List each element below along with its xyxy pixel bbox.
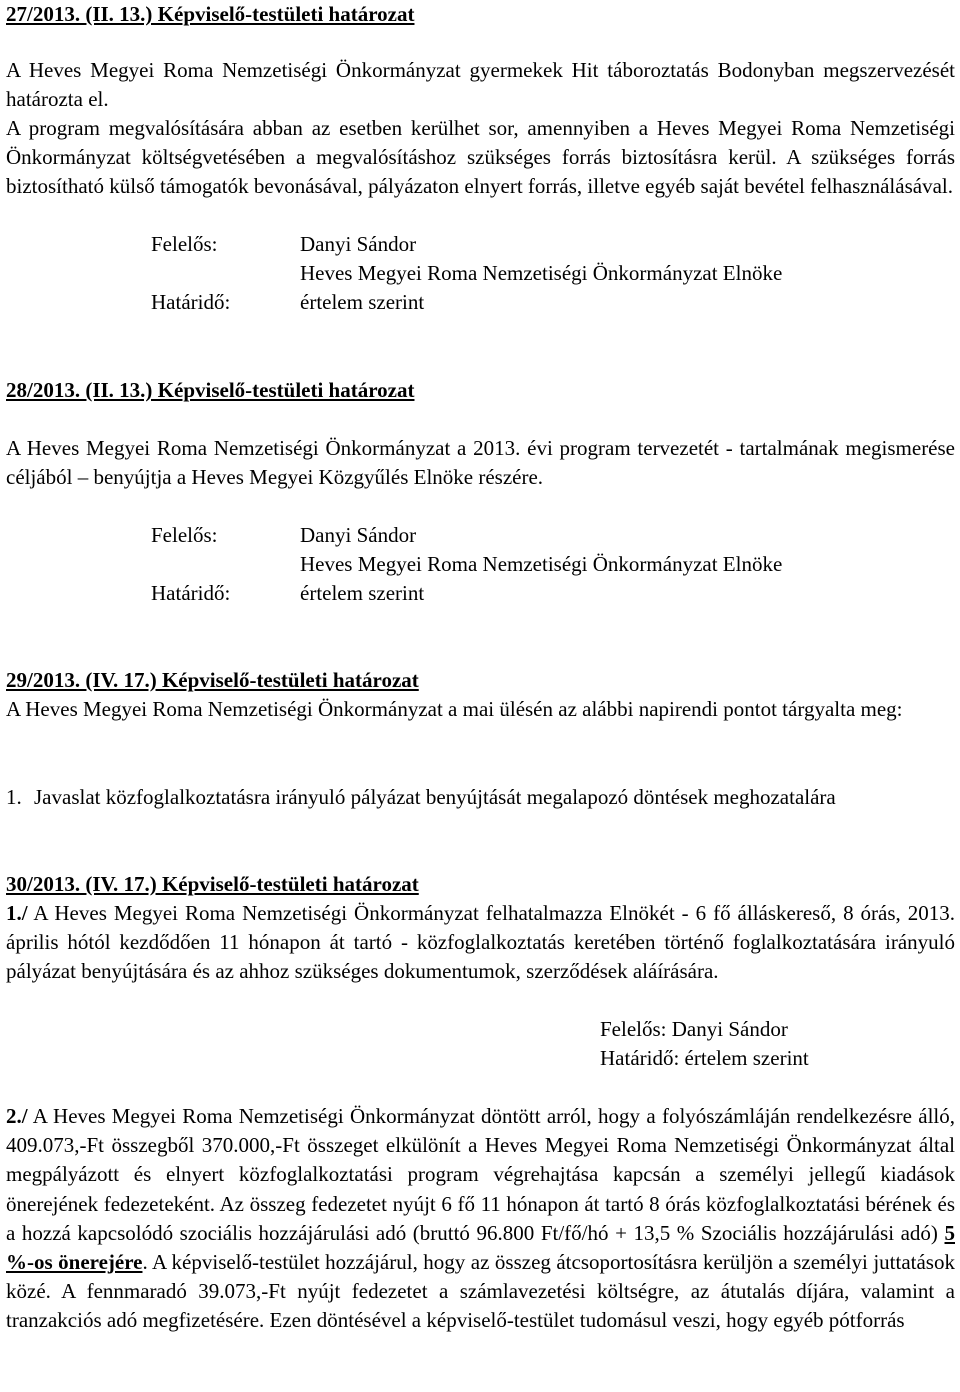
responsible-name: Danyi Sándor — [300, 232, 417, 256]
deadline-value: értelem szerint — [300, 290, 425, 314]
responsible-title: Heves Megyei Roma Nemzetiségi Önkormányzat Elnöke — [300, 552, 783, 576]
responsible-name: Danyi Sándor — [300, 523, 417, 547]
point-2-text-a: A Heves Megyei Roma Nemzetiségi Önkormányzat döntött arról, hogy a folyószámláján rendelkezésre álló, 409.073,-Ft összegből 370.000,-Ft összeget elkülönít a Heves Megyei Roma Nemzetiségi Önkormányzat által megpályázott és elnyert közfoglalkoztatási program végrehajtása kapcsán a személyi jellegű kiadások önerejének fedezeteként. Az összeg fedezetet nyújt 6 fő 11 hónapon át tartó 8 órás közfoglalkoztatási bérének és a hozzá kapcsolódó szociális hozzájárulási adó (bruttó 96.800 Ft/fő/hó + 13,5 % Szociális hozzájárulási adó) — [6, 1104, 955, 1245]
point-1-number: 1./ — [6, 901, 28, 925]
deadline-label: Határidő: — [151, 290, 231, 314]
agenda-item-text: Javaslat közfoglalkoztatásra irányuló pályázat benyújtását megalapozó döntések meghozatalára — [34, 785, 836, 809]
point-2-text-b: . A képviselő-testület hozzájárul, hogy az összeg átcsoportosításra kerüljön a személyi juttatások közé. A fennmaradó 39.073,-Ft nyújt fedezetet a számlavezetési költségre, az átutalás díjára, valamint a tranzakciós adó megfizetésére. Ezen döntésével a képviselő-testület tudomásul veszi, hogy egyéb pótforrás — [6, 1250, 955, 1333]
point-1-text: A Heves Megyei Roma Nemzetiségi Önkormányzat felhatalmazza Elnökét - 6 fő álláskereső, 8 órás, 2013. április hótól kezdődően 11 hónapon át tartó - közfoglalkoztatás keretében történő foglalkoztatására irányuló pályázat benyújtására és az ahhoz szükséges dokumentumok, szerződések aláírására. — [6, 901, 955, 984]
resolution-28-heading: 28/2013. (II. 13.) Képviselő-testületi határozat — [6, 378, 415, 402]
resolution-30-heading: 30/2013. (IV. 17.) Képviselő-testületi határozat — [6, 872, 419, 896]
deadline-label: Határidő: — [151, 581, 231, 605]
resolution-30-point-2 — [6, 1102, 955, 1336]
resolution-30-point-1 — [6, 899, 955, 987]
resolution-29-heading: 29/2013. (IV. 17.) Képviselő-testületi határozat — [6, 668, 419, 692]
resolution-27-paragraph-1: A Heves Megyei Roma Nemzetiségi Önkormányzat gyermekek Hit táboroztatás Bodonyban megszervezését határozta el. — [6, 58, 955, 112]
point-2-emphasis: 5 %-os önerejére — [6, 1220, 955, 1275]
deadline-value: értelem szerint — [300, 581, 425, 605]
responsible-label: Felelős: — [151, 523, 218, 547]
resolution-27-paragraph-2: A program megvalósítására abban az esetben kerülhet sor, amennyiben a Heves Megyei Roma Nemzetiségi Önkormányzat költségvetésében a megvalósításhoz szükséges forrás biztosításra kerül. A szükséges forrás biztosítható külső támogatók bevonásával, pályázaton elnyert forrás, illetve egyéb saját bevétel felhasználásával. — [6, 116, 955, 199]
point-1-responsible: Felelős: Danyi Sándor — [600, 1017, 788, 1041]
point-2-number: 2./ — [6, 1104, 28, 1128]
agenda-item-number: 1. — [6, 785, 22, 809]
point-1-deadline: Határidő: értelem szerint — [600, 1046, 809, 1070]
resolution-29-paragraph-1: A Heves Megyei Roma Nemzetiségi Önkormányzat a mai ülésén az alábbi napirendi pontot tárgyalta meg: — [6, 697, 903, 721]
responsible-label: Felelős: — [151, 232, 218, 256]
resolution-28-paragraph-1: A Heves Megyei Roma Nemzetiségi Önkormányzat a 2013. évi program tervezetét - tartalmának megismerése céljából – benyújtja a Heves Megyei Közgyűlés Elnöke részére. — [6, 436, 955, 490]
resolution-27-heading: 27/2013. (II. 13.) Képviselő-testületi határozat — [6, 2, 415, 26]
responsible-title: Heves Megyei Roma Nemzetiségi Önkormányzat Elnöke — [300, 261, 783, 285]
